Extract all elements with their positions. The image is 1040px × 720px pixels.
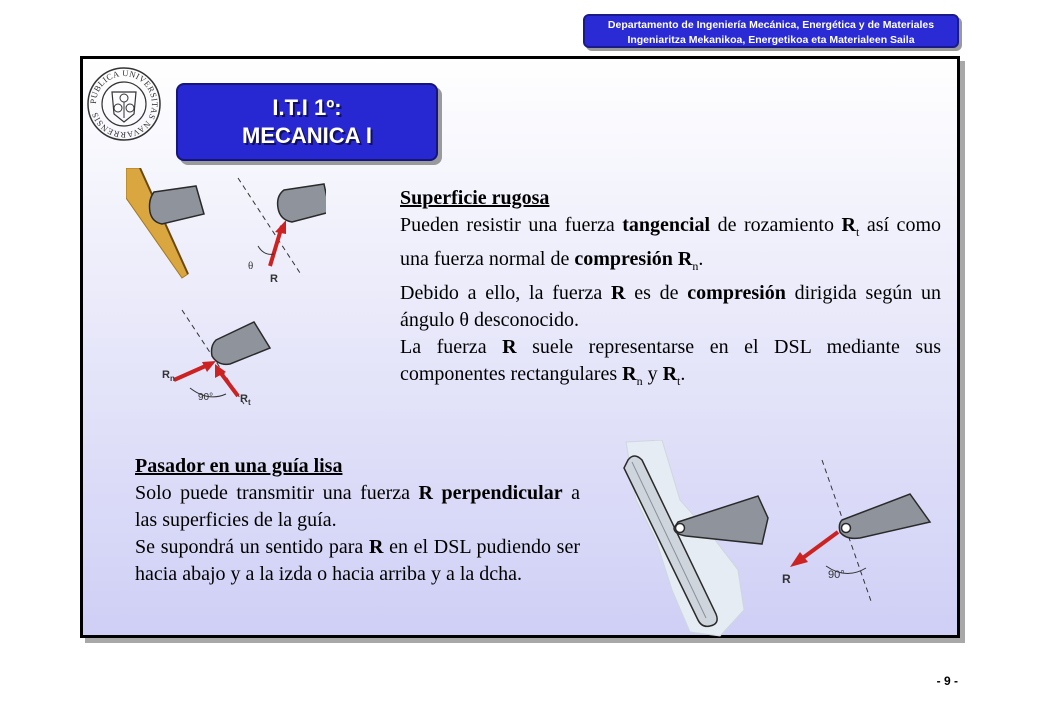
smooth-guide-figure (620, 440, 940, 640)
smooth-guide-heading: Pasador en una guía lisa (135, 455, 343, 477)
university-seal-logo (86, 64, 162, 144)
theta-label: θ (248, 260, 254, 272)
svg-text:Rt: $R_t$ (240, 393, 251, 407)
force-components-figure (160, 306, 284, 412)
rt-label: R (240, 393, 248, 405)
smooth-guide-paragraph-1: Solo puede transmitir una fuerza R perpendicular a las superficies de la guía. (135, 482, 580, 531)
right-angle-guide-label: 90° (828, 569, 845, 581)
rough-surface-text (400, 185, 941, 395)
rough-surface-paragraph-1: Pueden resistir una fuerza tangencial de rozamiento $R_t$ así como una fuerza normal de compresión $R_n$. (400, 214, 941, 273)
rough-surface-paragraph-2: Debido a ello, la fuerza R es de compresión dirigida según un ángulo θ desconocido. (400, 282, 941, 331)
r-guide-label: R (782, 572, 791, 586)
rough-surface-paragraph-3: La fuerza R suele representarse en el DSL mediante sus componentes rectangulares $R_n$ y $R_t$. (400, 336, 941, 388)
svg-text:Rn: $R_n$ (162, 369, 175, 383)
rough-surface-figure (126, 168, 326, 286)
svg-text:PUBLICA UNIVERSITAS NAVARRENSI: PUBLICA UNIVERSITAS NAVARRENSIS (87, 67, 161, 141)
course-title-line1: I.T.I 1º: (272, 95, 342, 120)
rn-label: R (162, 369, 170, 381)
page-number: - 9 - (936, 674, 958, 688)
smooth-guide-text (135, 453, 580, 588)
r-label: R (270, 273, 278, 285)
department-name-es: Departamento de Ingeniería Mecánica, Energética y de Materiales (607, 19, 935, 31)
department-name-eu: Ingeniaritza Mekanikoa, Energetikoa eta Materialeen Saila (627, 34, 915, 46)
smooth-guide-paragraph-2: Se supondrá un sentido para R en el DSL pudiendo ser hacia abajo y a la izda o hacia arriba y a la dcha. (135, 536, 580, 585)
course-title-line2: MECANICA I (242, 123, 372, 148)
right-angle-label: 90° (198, 392, 214, 403)
course-title-box (176, 83, 438, 161)
rough-surface-heading: Superficie rugosa (400, 187, 550, 209)
department-header (583, 14, 959, 48)
